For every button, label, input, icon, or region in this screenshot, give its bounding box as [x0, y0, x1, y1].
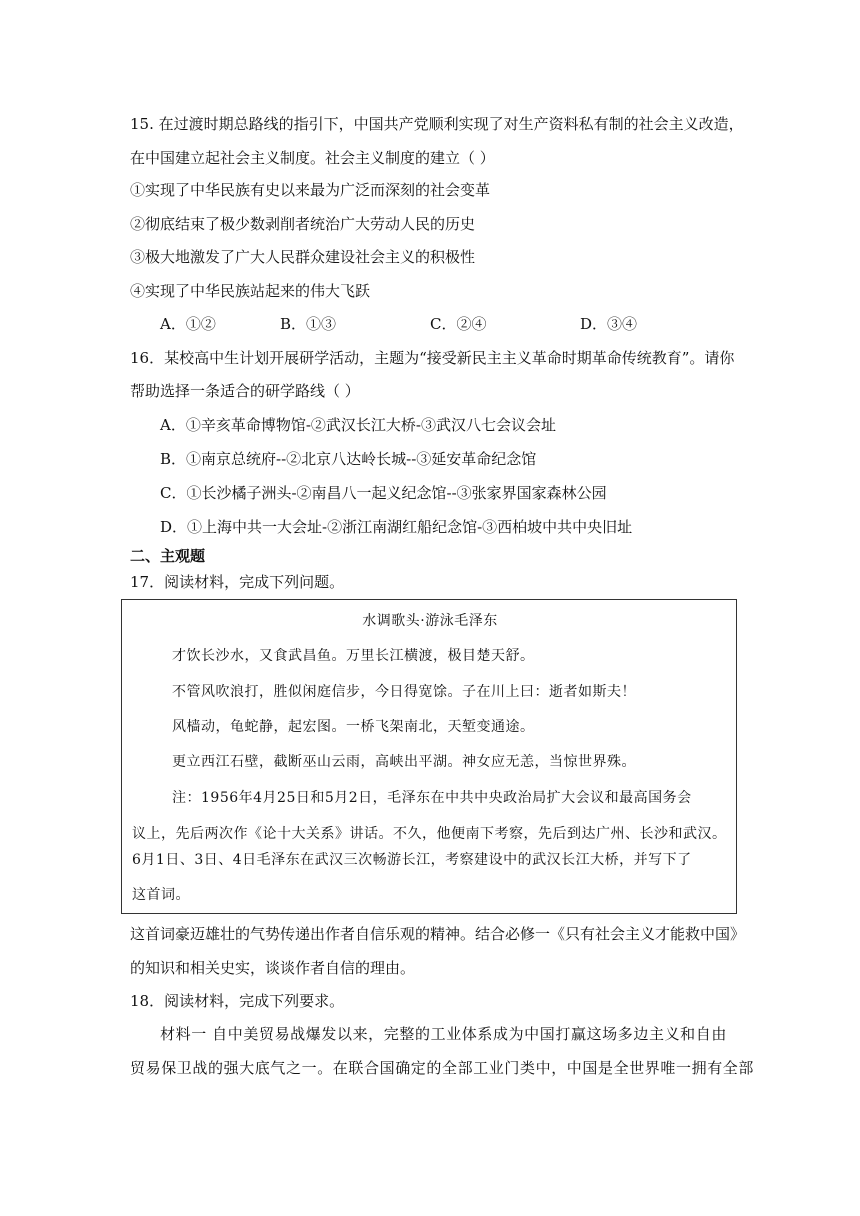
poem-line-1: 才饮长沙水，又食武昌鱼。万里长江横渡，极目楚天舒。 — [172, 648, 535, 664]
poem-line-2: 不管风吹浪打，胜似闲庭信步，今日得宽馀。子在川上曰：逝者如斯夫！ — [172, 684, 636, 700]
q15-option-c[interactable]: C．②④ — [430, 315, 487, 333]
q15-stem-line-1: 15. 在过渡时期总路线的指引下，中国共产党顺利实现了对生产资料私有制的社会主义改造， — [130, 115, 744, 133]
q18-material-line-2: 贸易保卫战的强大底气之一。在联合国确定的全部工业门类中，中国是全世界唯一拥有全部 — [130, 1059, 755, 1077]
q15-option-a[interactable]: A．①② — [160, 315, 216, 333]
q17-prompt: 17．阅读材料，完成下列问题。 — [130, 573, 345, 591]
q16-option-c[interactable]: C．①长沙橘子洲头-②南昌八一起义纪念馆--③张家界国家森林公园 — [160, 484, 607, 502]
q17-question-line-1: 这首词豪迈雄壮的气势传递出作者自信乐观的精神。结合必修一《只有社会主义才能救中国》 — [130, 925, 746, 943]
section-heading: 二、主观题 — [130, 547, 206, 565]
poem-line-3: 风樯动，龟蛇静，起宏图。一桥飞架南北，天堑变通途。 — [172, 719, 535, 735]
poem-line-4: 更立西江石壁，截断巫山云雨，高峡出平湖。神女应无恙，当惊世界殊。 — [172, 754, 636, 770]
q15-item-3: ③极大地激发了广大人民群众建设社会主义的积极性 — [130, 248, 476, 266]
poem-note-line-1: 注：1956年4月25日和5月2日，毛泽东在中共中央政治局扩大会议和最高国务会 — [172, 790, 692, 806]
q16-stem-line-2: 帮助选择一条适合的研学路线（ ） — [130, 382, 360, 400]
q16-option-a[interactable]: A．①辛亥革命博物馆-②武汉长江大桥-③武汉八七会议会址 — [160, 416, 556, 434]
q18-prompt: 18．阅读材料，完成下列要求。 — [130, 992, 345, 1010]
poem-note-line-3: 6月1日、3日、4日毛泽东在武汉三次畅游长江，考察建设中的武汉长江大桥，并写下了 — [132, 852, 692, 868]
q15-stem-line-2: 在中国建立起社会主义制度。社会主义制度的建立（ ） — [130, 149, 495, 167]
q16-option-d[interactable]: D．①上海中共一大会址-②浙江南湖红船纪念馆-③西柏坡中共中央旧址 — [160, 518, 633, 536]
q15-options — [160, 314, 680, 334]
q15-option-d[interactable]: D．③④ — [580, 315, 638, 333]
q15-item-1: ①实现了中华民族有史以来最为广泛而深刻的社会变革 — [130, 181, 491, 199]
q16-stem-line-1: 16．某校高中生计划开展研学活动，主题为“接受新民主主义革命时期革命传统教育”。请你 — [130, 349, 735, 367]
q18-material-line-1: 材料一 自中美贸易战爆发以来，完整的工业体系成为中国打赢这场多边主义和自由 — [160, 1025, 727, 1043]
q15-option-b[interactable]: B．①③ — [280, 315, 337, 333]
q17-question-line-2: 的知识和相关史实，谈谈作者自信的理由。 — [130, 959, 416, 977]
q15-item-4: ④实现了中华民族站起来的伟大飞跃 — [130, 282, 371, 300]
q16-option-b[interactable]: B．①南京总统府--②北京八达岭长城--③延安革命纪念馆 — [160, 450, 537, 468]
q15-item-2: ②彻底结束了极少数剥削者统治广大劳动人民的历史 — [130, 215, 476, 233]
q17-material-box — [121, 599, 737, 914]
poem-note-line-2: 议上，先后两次作《论十大关系》讲话。不久，他便南下考察，先后到达广州、长沙和武汉。 — [132, 826, 727, 842]
poem-note-line-4: 这首词。 — [132, 887, 190, 903]
poem-title: 水调歌头·游泳毛泽东 — [362, 613, 498, 629]
